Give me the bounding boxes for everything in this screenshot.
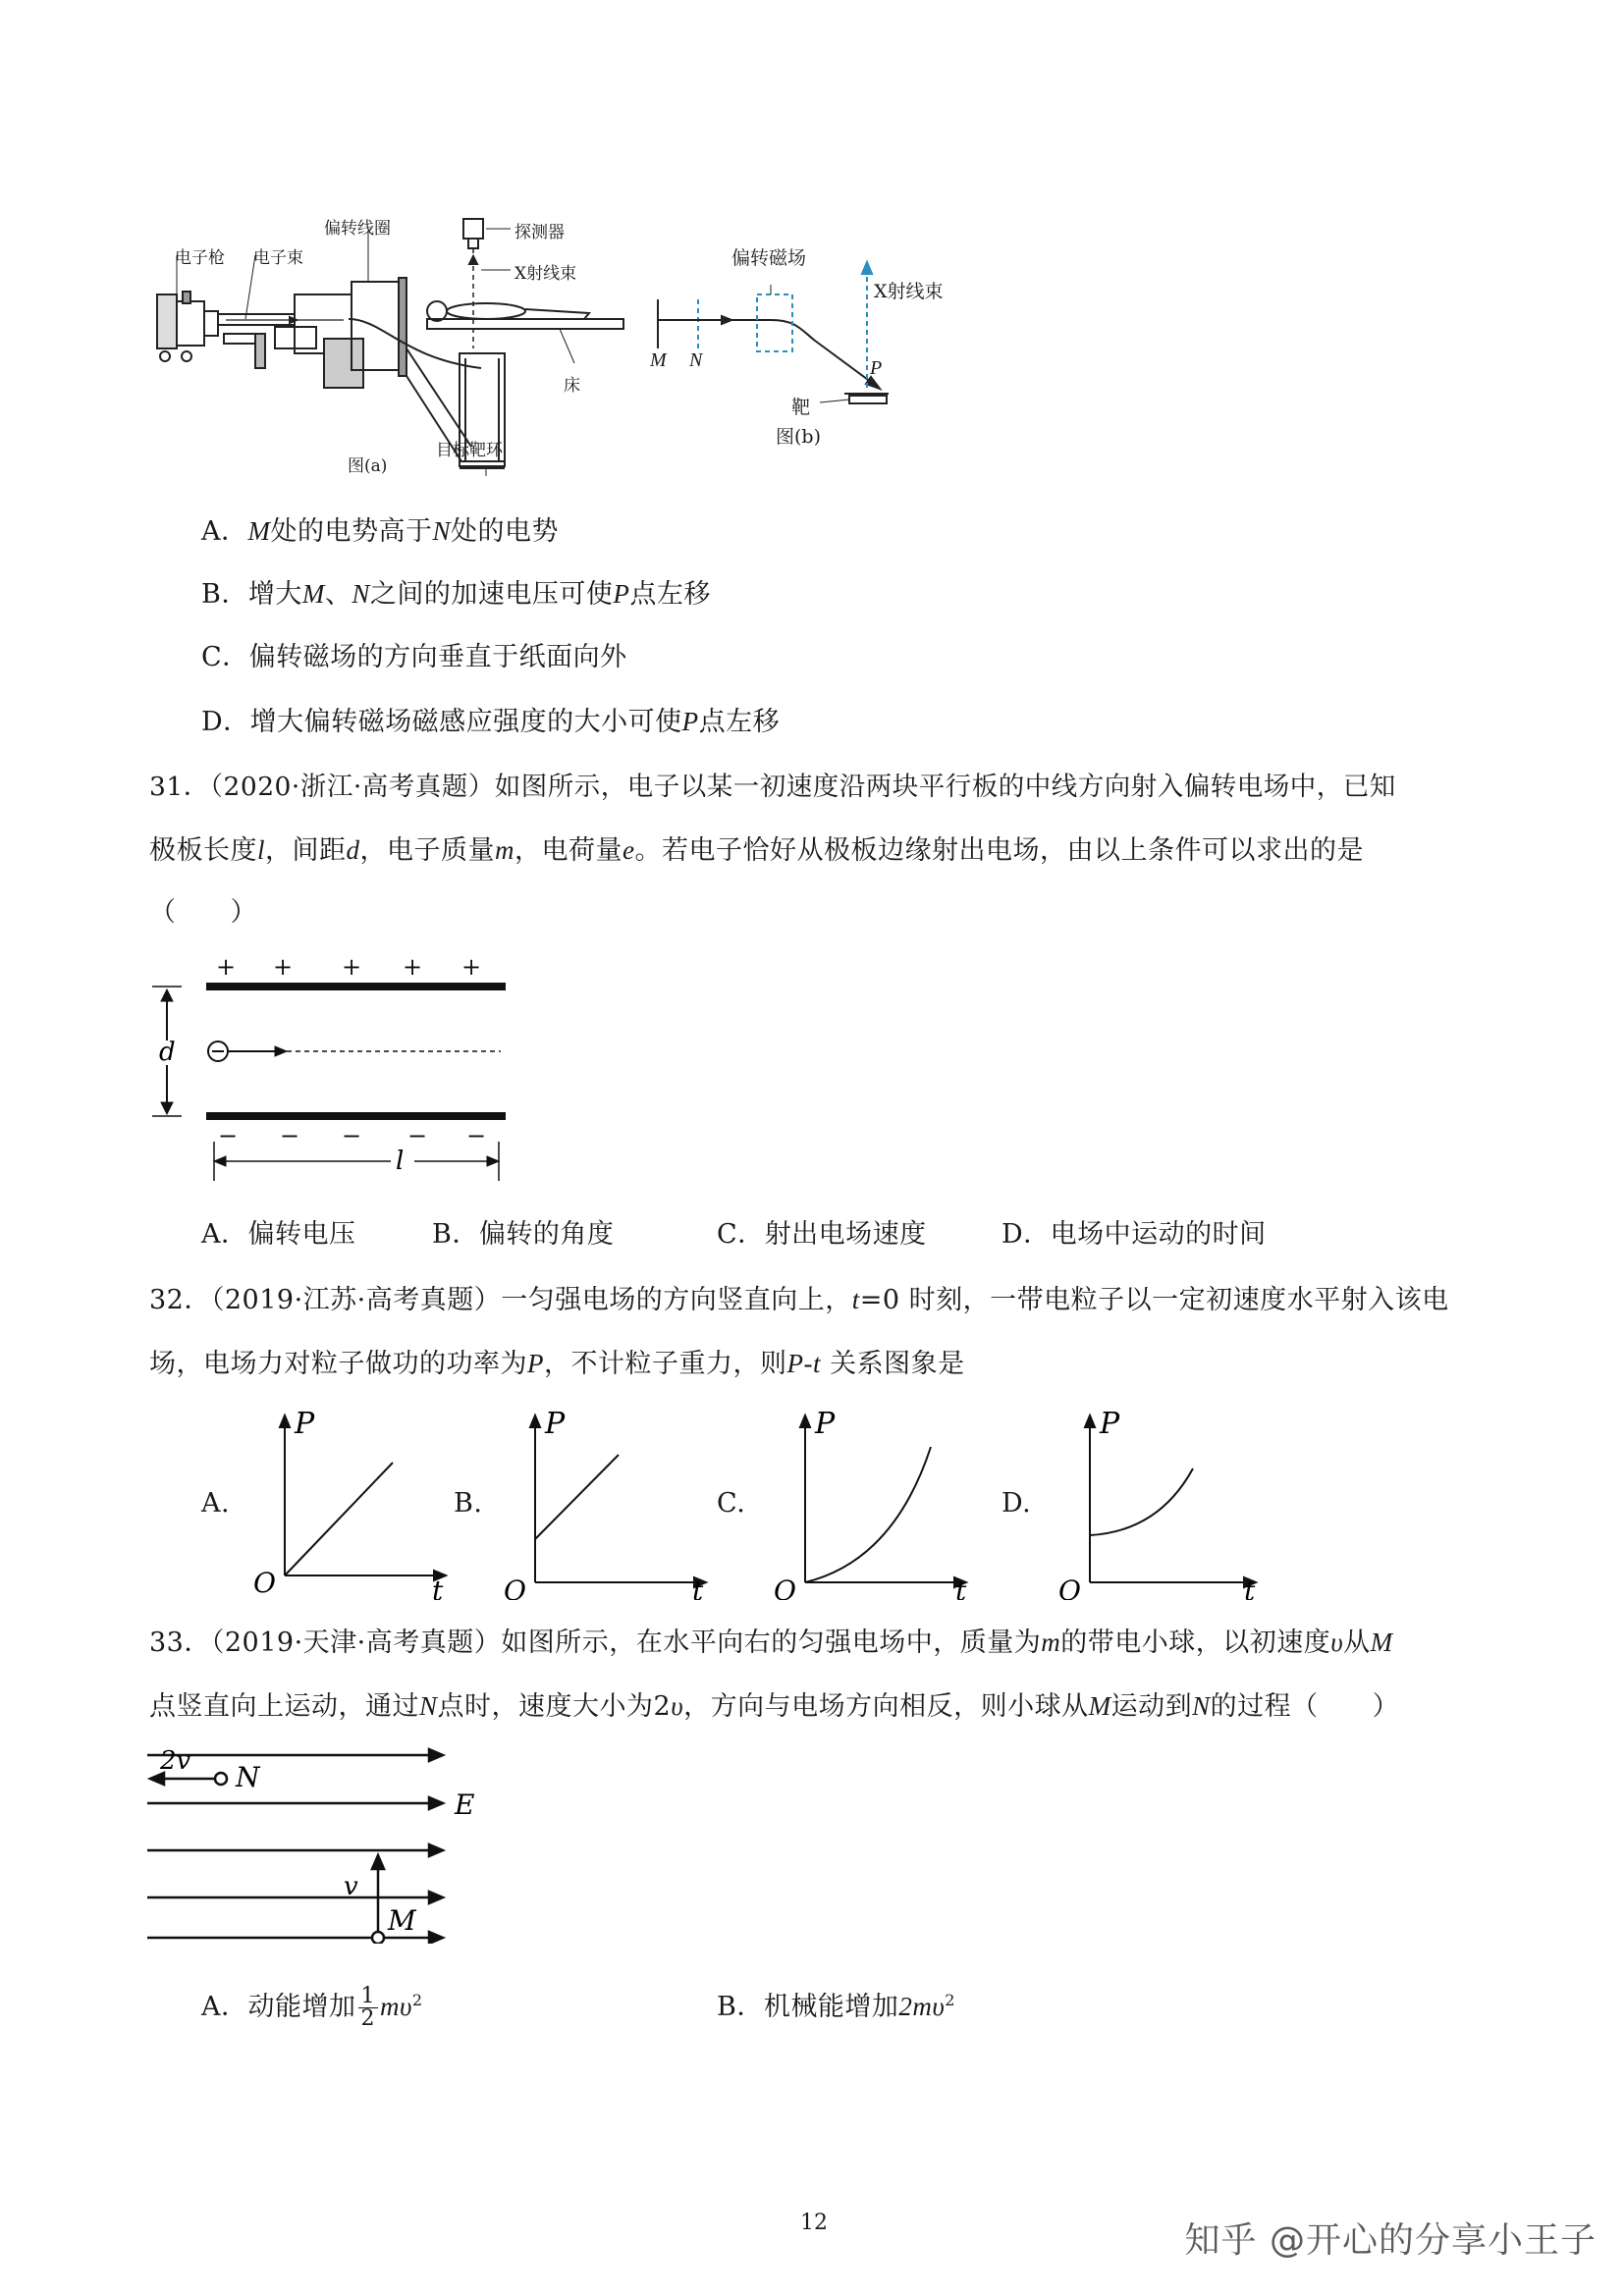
fig-b-label-xray-beam: X射线束 xyxy=(874,281,944,302)
svg-text:t: t xyxy=(955,1575,967,1600)
q31-label-d: d xyxy=(159,1038,176,1067)
q30-option-c[interactable]: C．偏转磁场的方向垂直于纸面向外 xyxy=(201,642,627,672)
fig-b-label-n: N xyxy=(689,349,703,371)
svg-text:E: E xyxy=(455,1789,475,1821)
q30-option-a[interactable]: A．M处的电势高于N处的电势 xyxy=(201,516,560,547)
graph-d-curve xyxy=(1090,1468,1193,1535)
svg-text:t: t xyxy=(432,1575,444,1600)
fig-a-label-xray-beam: X射线束 xyxy=(514,264,577,284)
fig-a-label-target-ring: 目标靶环 xyxy=(436,441,503,460)
fig-a-label-bed: 床 xyxy=(564,376,580,396)
q33-stem-line-1: 33．（2019·天津·高考真题）如图所示，在水平向右的匀强电场中，质量为m的带电小球，以初速度υ从M xyxy=(149,1628,1393,1658)
svg-text:P: P xyxy=(295,1407,315,1441)
svg-text:v: v xyxy=(344,1872,358,1901)
fig-a-label-detector: 探测器 xyxy=(514,223,565,242)
graph-a-curve xyxy=(285,1463,393,1575)
q31-label-l: l xyxy=(396,1147,405,1176)
fig-b-label-p: P xyxy=(870,357,883,379)
svg-text:+: + xyxy=(273,957,294,981)
fig-a-label-deflection-coil: 偏转线圈 xyxy=(324,219,391,239)
svg-text:−: − xyxy=(407,1122,428,1149)
svg-text:P: P xyxy=(1100,1407,1120,1441)
q32-graph-b[interactable] xyxy=(496,1404,712,1600)
fig-a-label-electron-gun: 电子枪 xyxy=(175,248,225,268)
q31-parallel-plates-figure xyxy=(147,957,520,1193)
svg-text:t: t xyxy=(692,1575,704,1600)
svg-text:−: − xyxy=(342,1122,362,1149)
page-number: 12 xyxy=(800,2211,828,2235)
svg-text:−: − xyxy=(280,1122,300,1149)
q31-stem-line-1: 31．（2020·浙江·高考真题）如图所示，电子以某一初速度沿两块平行板的中线方向射入偏转电场中，已知 xyxy=(149,772,1396,802)
q31-option-a[interactable]: A．偏转电压 xyxy=(201,1219,356,1250)
q32-option-c-letter[interactable]: C. xyxy=(717,1488,746,1519)
svg-text:M: M xyxy=(388,1904,416,1937)
graph-b-curve xyxy=(535,1455,619,1539)
q30-option-d[interactable]: D．增大偏转磁场磁感应强度的大小可使P点左移 xyxy=(201,707,781,737)
q30-option-b[interactable]: B．增大M、N之间的加速电压可使P点左移 xyxy=(201,579,711,610)
q31-option-d[interactable]: D．电场中运动的时间 xyxy=(1001,1219,1267,1250)
svg-text:+: + xyxy=(342,957,362,981)
svg-text:N: N xyxy=(236,1761,260,1793)
svg-text:+: + xyxy=(216,957,237,981)
q31-option-c[interactable]: C．射出电场速度 xyxy=(717,1219,927,1250)
svg-text:+: + xyxy=(403,957,423,981)
svg-text:2v: 2v xyxy=(160,1746,191,1776)
q32-stem-line-1: 32．（2019·江苏·高考真题）一匀强电场的方向竖直向上，t=0 时刻，一带电粒子以一定初速度水平射入该电 xyxy=(149,1285,1449,1315)
q33-option-a-fraction: $\frac{1}{2}$ xyxy=(358,1986,379,2030)
q31-stem-line-3: （ ） xyxy=(149,897,257,928)
q32-option-a-letter[interactable]: A. xyxy=(201,1488,231,1519)
q31-option-b[interactable]: B．偏转的角度 xyxy=(432,1219,615,1250)
q32-graph-a[interactable] xyxy=(245,1404,461,1600)
svg-text:P: P xyxy=(815,1407,836,1441)
fig-b-label-target: 靶 xyxy=(791,397,811,418)
q32-stem-line-2: 场，电场力对粒子做功的功率为P，不计粒子重力，则P-t 关系图象是 xyxy=(149,1349,965,1379)
svg-text:−: − xyxy=(218,1122,239,1149)
svg-text:O: O xyxy=(1058,1575,1081,1600)
svg-text:+: + xyxy=(461,957,482,981)
svg-text:−: − xyxy=(466,1122,487,1149)
fig-b-caption: 图(b) xyxy=(776,426,821,448)
q33-stem-line-2: 点竖直向上运动，通过N点时，速度大小为2υ，方向与电场方向相反，则小球从M运动到N的过程（ ） xyxy=(149,1691,1400,1722)
fig-b-label-m: M xyxy=(650,349,667,371)
svg-text:O: O xyxy=(253,1567,276,1599)
q32-graph-c[interactable] xyxy=(766,1404,982,1600)
q32-option-b-letter[interactable]: B. xyxy=(454,1488,483,1519)
q32-graph-d[interactable] xyxy=(1051,1404,1267,1600)
q33-option-a[interactable]: A．动能增加 $\frac{1}{2}$ $m\upsilon^2$ xyxy=(201,1984,423,2031)
graph-c-curve xyxy=(805,1447,931,1582)
q33-electric-field-figure xyxy=(142,1737,496,1944)
svg-text:O: O xyxy=(504,1575,526,1600)
fig-a-caption: 图(a) xyxy=(348,456,388,476)
svg-text:P: P xyxy=(545,1407,566,1441)
q31-stem-line-2: 极板长度l，间距d，电子质量m，电荷量e。若电子恰好从极板边缘射出电场，由以上条件可以求出的是 xyxy=(149,835,1364,866)
q33-option-b[interactable]: B．机械能增加$2m\upsilon^2$ xyxy=(717,1991,955,2022)
fig-b-label-field: 偏转磁场 xyxy=(731,247,807,269)
q32-option-d-letter[interactable]: D. xyxy=(1001,1488,1032,1519)
svg-text:O: O xyxy=(774,1575,796,1600)
svg-text:t: t xyxy=(1244,1575,1256,1600)
zhihu-watermark: 知乎 @开心的分享小王子 xyxy=(1184,2220,1597,2261)
fig-a-label-electron-beam: 电子束 xyxy=(253,248,303,268)
